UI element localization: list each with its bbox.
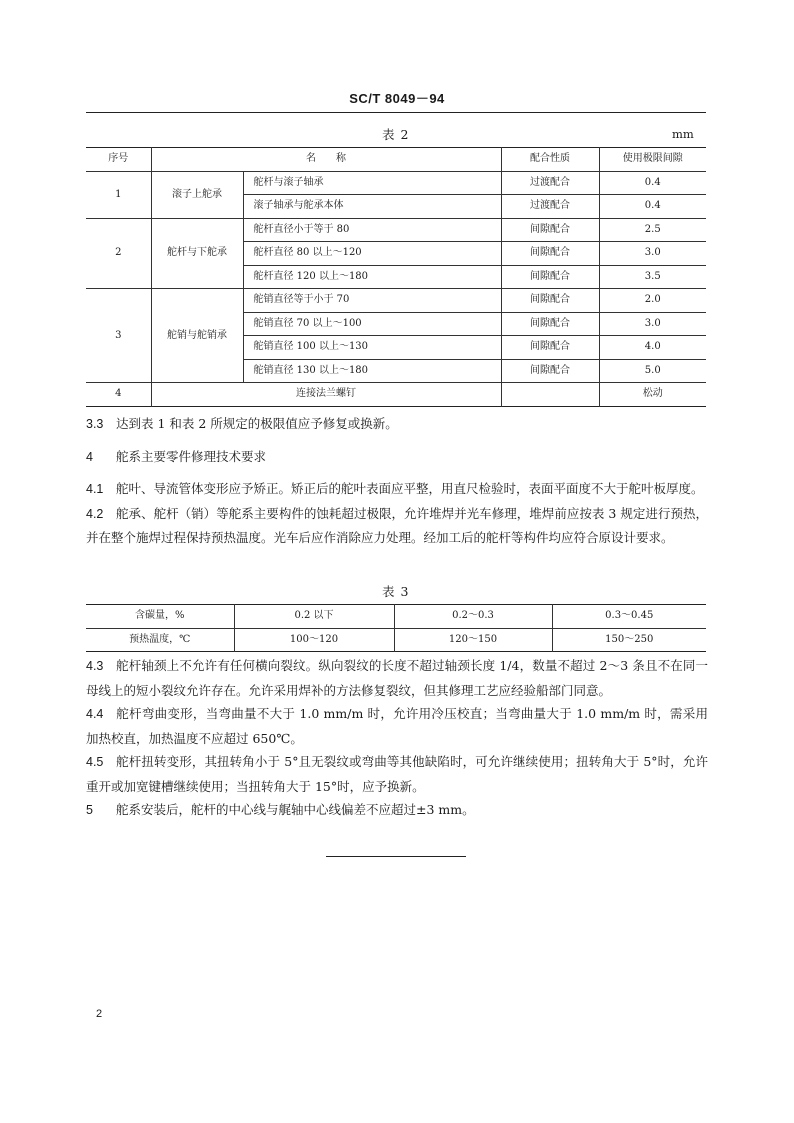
item-limit: 2.5 <box>599 218 706 242</box>
clause-text: 舵杆轴颈上不允许有任何横向裂纹。纵向裂纹的长度不超过轴颈长度 1/4，数量不超过 2～3 条且不在同一母线上的短小裂纹允许存在。允许采用焊补的方法修复裂纹，但其修理工艺应经验船部门同意。 <box>86 658 708 698</box>
item-limit: 5.0 <box>599 359 706 383</box>
body-text <box>86 412 708 550</box>
clause-text: 舵杆扭转变形，其扭转角小于 5°且无裂纹或弯曲等其他缺陷时，可允许继续使用；扭转角大于 5°时，允许重开或加宽键槽继续使用；当扭转角大于 15°时，应予换新。 <box>86 754 708 794</box>
table2-caption: 表 2 <box>382 127 410 142</box>
item-fit: 间隙配合 <box>501 359 599 383</box>
item-limit: 3.5 <box>599 265 706 289</box>
table-cell: 0.2 以下 <box>234 605 394 629</box>
clause-4-1 <box>86 477 708 502</box>
group-number: 4 <box>86 383 151 407</box>
item-limit: 0.4 <box>599 195 706 219</box>
item-limit: 3.0 <box>599 242 706 266</box>
item-name: 舵杆与滚子轴承 <box>243 171 501 195</box>
item-name: 舵销直径等于小于 70 <box>243 289 501 313</box>
row-label: 预热温度，℃ <box>86 628 234 652</box>
clause-4-4 <box>86 702 708 750</box>
header-cell: 名 称 <box>151 148 501 172</box>
row-label: 含碳量，% <box>86 605 234 629</box>
clause-number: 4.1 <box>86 482 104 496</box>
page-number: 2 <box>96 1008 103 1020</box>
clause-number: 4.3 <box>86 659 104 673</box>
group-number: 2 <box>86 218 151 289</box>
table-row <box>86 383 706 407</box>
clause-4-2 <box>86 502 708 550</box>
item-fit <box>501 383 599 407</box>
header-cell: 配合性质 <box>501 148 599 172</box>
group-part: 滚子上舵承 <box>151 171 243 218</box>
item-limit: 4.0 <box>599 336 706 360</box>
table-cell: 150～250 <box>552 628 706 652</box>
item-fit: 间隙配合 <box>501 312 599 336</box>
body-text-continued <box>86 654 708 823</box>
item-name: 舵杆直径 120 以上～180 <box>243 265 501 289</box>
table-cell: 0.2～0.3 <box>394 605 552 629</box>
item-fit: 间隙配合 <box>501 218 599 242</box>
table-cell: 0.3～0.45 <box>552 605 706 629</box>
group-part: 舵销与舵销承 <box>151 289 243 383</box>
clause-number: 5 <box>86 803 93 817</box>
section-4-heading <box>86 445 708 470</box>
clause-text: 舵杆弯曲变形，当弯曲量不大于 1.0 mm/m 时，允许用冷压校直；当弯曲量大于 1.0 mm/m 时，需采用加热校直，加热温度不应超过 650℃。 <box>86 706 708 746</box>
item-name: 舵杆直径 80 以上～120 <box>243 242 501 266</box>
table-cell: 120～150 <box>394 628 552 652</box>
item-fit: 过渡配合 <box>501 171 599 195</box>
document-code: SC/T 8049－94 <box>349 91 445 106</box>
header-cell: 使用极限间隙 <box>599 148 706 172</box>
table-row <box>86 171 706 195</box>
item-fit: 间隙配合 <box>501 289 599 313</box>
table-row <box>86 628 706 652</box>
clause-text: 舵叶、导流管体变形应予矫正。矫正后的舵叶表面应平整，用直尺检验时，表面平面度不大于舵叶板厚度。 <box>116 481 704 496</box>
clause-3-3 <box>86 412 708 437</box>
clause-number: 4.4 <box>86 707 104 721</box>
table-row <box>86 289 706 313</box>
item-limit: 0.4 <box>599 171 706 195</box>
table-row <box>86 605 706 629</box>
clause-number: 4.5 <box>86 755 104 769</box>
clause-4-3 <box>86 654 708 702</box>
table2 <box>86 147 706 407</box>
section-title: 舵系主要零件修理技术要求 <box>116 448 267 464</box>
clause-text: 舵承、舵杆（销）等舵系主要构件的蚀耗超过极限，允许堆焊并光车修理，堆焊前应按表 3 规定进行预热，并在整个施焊过程保持预热温度。光车后应作消除应力处理。经加工后的舵杆等构件均应符合原设计要求。 <box>86 505 708 545</box>
table3 <box>86 604 706 652</box>
group-part: 舵杆与下舵承 <box>151 218 243 289</box>
item-name: 连接法兰螺钉 <box>151 383 501 407</box>
end-rule <box>326 856 466 857</box>
item-fit: 过渡配合 <box>501 195 599 219</box>
clause-number: 4.2 <box>86 506 104 521</box>
item-fit: 间隙配合 <box>501 242 599 266</box>
item-limit: 3.0 <box>599 312 706 336</box>
item-name: 舵销直径 100 以上～130 <box>243 336 501 360</box>
table-row <box>86 218 706 242</box>
header-cell: 序号 <box>86 148 151 172</box>
item-limit: 2.0 <box>599 289 706 313</box>
item-limit: 松动 <box>599 383 706 407</box>
clause-4-5 <box>86 750 708 798</box>
table2-header-row <box>86 148 706 172</box>
section-number: 4 <box>86 449 93 464</box>
item-name: 舵销直径 130 以上～180 <box>243 359 501 383</box>
group-number: 1 <box>86 171 151 218</box>
table2-unit: mm <box>672 127 694 141</box>
table3-caption: 表 3 <box>382 584 410 599</box>
clause-text: 达到表 1 和表 2 所规定的极限值应予修复或换新。 <box>116 416 398 431</box>
group-number: 3 <box>86 289 151 383</box>
clause-5 <box>86 798 708 823</box>
item-fit: 间隙配合 <box>501 336 599 360</box>
item-name: 舵销直径 70 以上～100 <box>243 312 501 336</box>
item-fit: 间隙配合 <box>501 265 599 289</box>
header-rule <box>86 112 706 113</box>
table-cell: 100～120 <box>234 628 394 652</box>
item-name: 舵杆直径小于等于 80 <box>243 218 501 242</box>
clause-text: 舵系安装后，舵杆的中心线与艉轴中心线偏差不应超过±3 mm。 <box>116 802 475 817</box>
clause-number: 3.3 <box>86 417 104 431</box>
item-name: 滚子轴承与舵承本体 <box>243 195 501 219</box>
